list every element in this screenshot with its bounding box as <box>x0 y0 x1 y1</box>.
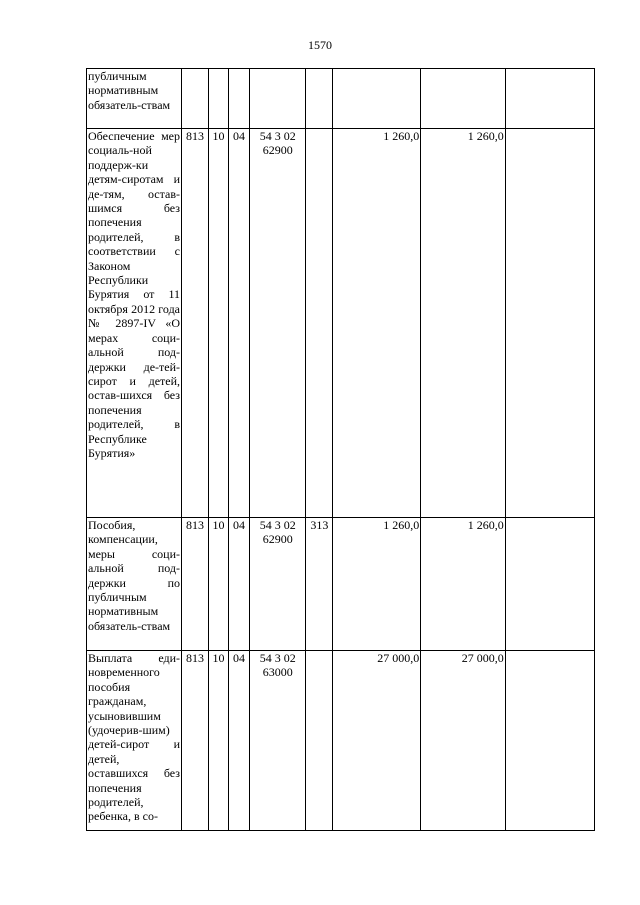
amount-cell-1: 27 000,0 <box>333 651 421 831</box>
subsection-cell: 04 <box>228 129 249 518</box>
amount-cell-1: 1 260,0 <box>333 129 421 518</box>
table-row <box>87 651 595 831</box>
amount-cell-3 <box>505 518 594 651</box>
row-name: публичным нормативным обязатель-ствам <box>87 69 182 129</box>
expense-type-cell <box>306 651 333 831</box>
subsection-cell: 04 <box>228 651 249 831</box>
amount-cell-2: 1 260,0 <box>421 129 505 518</box>
target-article-cell: 54 3 02 62900 <box>250 129 306 518</box>
section-cell <box>208 69 228 129</box>
amount-cell-3 <box>505 129 594 518</box>
row-name: Пособия, компенсации, меры соци-альной под-держки по публичным нормативным обязатель-ствам <box>87 518 182 651</box>
grbs-cell: 813 <box>182 518 209 651</box>
target-article-cell: 54 3 02 63000 <box>250 651 306 831</box>
amount-cell-2: 27 000,0 <box>421 651 505 831</box>
amount-cell-3 <box>505 651 594 831</box>
target-article-cell <box>250 69 306 129</box>
amount-cell-1: 1 260,0 <box>333 518 421 651</box>
subsection-cell <box>228 69 249 129</box>
subsection-cell: 04 <box>228 518 249 651</box>
grbs-cell: 813 <box>182 129 209 518</box>
amount-cell-2: 1 260,0 <box>421 518 505 651</box>
grbs-cell <box>182 69 209 129</box>
row-name: Выплата еди-новременного пособия гражданам, усыновившим (удочерив-шим) детей-сирот и детей, оставшихся без попечения родителей, ребенка, в со- <box>87 651 182 831</box>
row-name: Обеспечение мер социаль-ной поддерж-ки детям-сиротам и де-тям, остав-шимся без попечения родителей, в соответствии с Законом Республики Бурятия от 11 октября 2012 года № 2897-IV «О мерах соци-альной под-держки де-тей-сирот и детей, остав-шихся без попечения родителей, в Республике Бурятия» <box>87 129 182 518</box>
section-cell: 10 <box>208 129 228 518</box>
expense-type-cell <box>306 69 333 129</box>
section-cell: 10 <box>208 651 228 831</box>
page-number: 1570 <box>308 38 332 52</box>
amount-cell-2 <box>421 69 505 129</box>
table-row <box>87 69 595 129</box>
expense-type-cell: 313 <box>306 518 333 651</box>
amount-cell-3 <box>505 69 594 129</box>
section-cell: 10 <box>208 518 228 651</box>
expense-type-cell <box>306 129 333 518</box>
amount-cell-1 <box>333 69 421 129</box>
target-article-cell: 54 3 02 62900 <box>250 518 306 651</box>
budget-table <box>86 68 595 831</box>
table-row <box>87 129 595 518</box>
grbs-cell: 813 <box>182 651 209 831</box>
table-row <box>87 518 595 651</box>
